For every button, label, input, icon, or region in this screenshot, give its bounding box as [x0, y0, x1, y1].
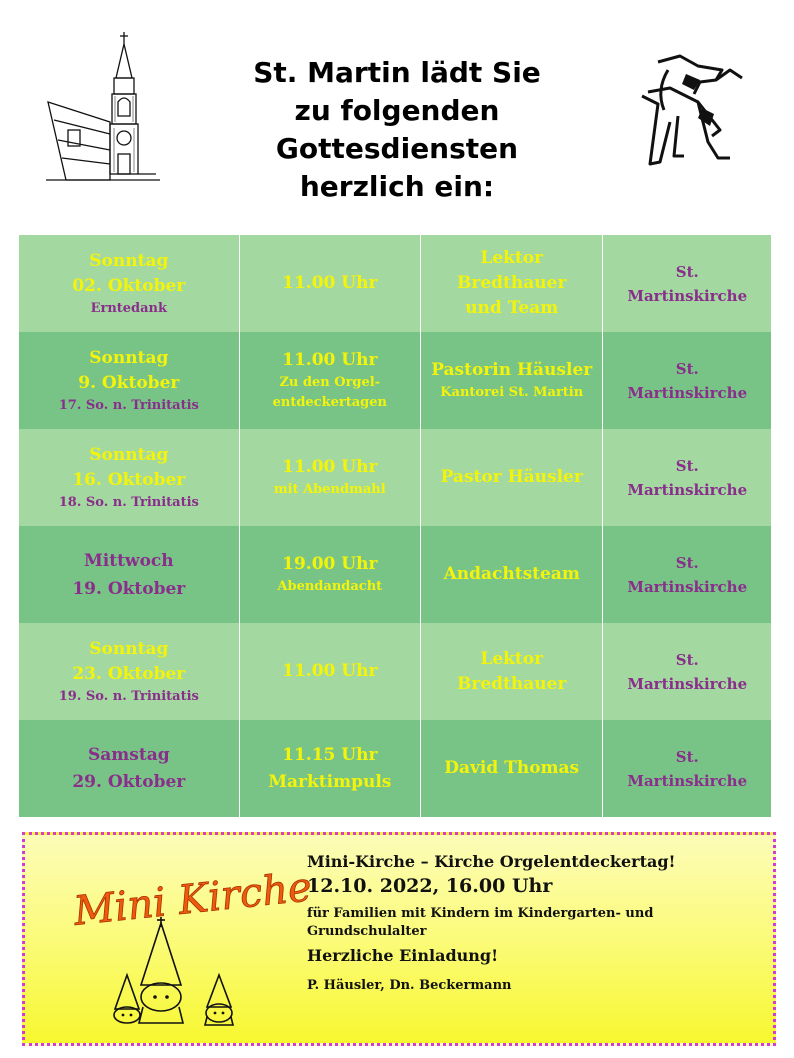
- date: 9. Oktober: [78, 372, 180, 393]
- time-cell: [239, 623, 420, 720]
- date-cell: [19, 429, 239, 526]
- weekday: Mittwoch: [83, 550, 174, 571]
- place: Martinskirche: [627, 383, 748, 402]
- weekday: Sonntag: [89, 347, 169, 368]
- place-cell: [603, 429, 771, 526]
- table-row: [19, 332, 771, 429]
- place: St.: [675, 747, 699, 766]
- table-row: [19, 429, 771, 526]
- table-row: [19, 623, 771, 720]
- time-note: mit Abendmahl: [273, 482, 386, 497]
- mini-kirche-box: [22, 832, 776, 1046]
- service-schedule-table: [19, 235, 771, 817]
- weekday: Sonntag: [89, 250, 169, 271]
- time-note: Abendandacht: [277, 579, 383, 594]
- logo-text: Mini Kirche: [71, 864, 314, 935]
- place-cell: [603, 526, 771, 623]
- leader: Andachtsteam: [443, 564, 580, 584]
- place-cell: [603, 332, 771, 429]
- leader-cell: [420, 429, 603, 526]
- time: 19.00 Uhr: [282, 554, 378, 574]
- leader-cell: [420, 623, 603, 720]
- date-cell: [19, 720, 239, 817]
- leader: Lektor: [480, 648, 544, 669]
- date-cell: [19, 332, 239, 429]
- place: Martinskirche: [627, 577, 748, 596]
- place-cell: [603, 623, 771, 720]
- occasion: 17. So. n. Trinitatis: [58, 397, 199, 413]
- title-line: Gottesdiensten: [275, 132, 519, 165]
- place: St.: [675, 456, 699, 475]
- leader: Bredthauer: [457, 273, 567, 293]
- occasion: 18. So. n. Trinitatis: [58, 494, 199, 510]
- weekday: Samstag: [87, 744, 170, 765]
- time: 11.00 Uhr: [282, 350, 378, 370]
- mini-datetime: 12.10. 2022, 16.00 Uhr: [307, 875, 553, 897]
- weekday: Sonntag: [89, 444, 169, 465]
- place-cell: [603, 720, 771, 817]
- leader: Lektor: [480, 248, 544, 268]
- place: Martinskirche: [627, 286, 748, 305]
- header: [0, 0, 794, 225]
- time-cell: [239, 429, 420, 526]
- table-row: [19, 526, 771, 623]
- mini-invitation: Herzliche Einladung!: [307, 946, 499, 965]
- date-cell: [19, 623, 239, 720]
- st-martin-rider-illustration: [628, 52, 746, 170]
- date: 19. Oktober: [72, 578, 186, 599]
- date: 16. Oktober: [72, 469, 186, 490]
- time: 11.00 Uhr: [282, 661, 378, 681]
- leader: Pastorin Häusler: [431, 360, 593, 380]
- leader-cell: [420, 332, 603, 429]
- table-row: [19, 235, 771, 332]
- time-note: entdeckertagen: [272, 395, 387, 410]
- mini-headline: Mini-Kirche – Kirche Orgelentdeckertag!: [307, 852, 676, 871]
- mini-kirche-logo: [69, 857, 314, 1027]
- leader: David Thomas: [444, 758, 580, 778]
- occasion: Erntedank: [90, 300, 168, 316]
- mini-audience: für Familien mit Kindern im Kindergarten- und Grundschulalter: [307, 906, 654, 939]
- place: Martinskirche: [627, 674, 748, 693]
- leader: und Team: [465, 298, 559, 318]
- date: 23. Oktober: [72, 663, 186, 684]
- leader: Pastor Häusler: [440, 467, 583, 487]
- place: St.: [675, 650, 699, 669]
- leader: Bredthauer: [457, 673, 567, 694]
- place-cell: [603, 235, 771, 332]
- date: 02. Oktober: [72, 275, 186, 296]
- date-cell: [19, 235, 239, 332]
- place: Martinskirche: [627, 480, 748, 499]
- place: St.: [675, 553, 699, 572]
- place: Martinskirche: [627, 771, 748, 790]
- page-title: [232, 54, 562, 206]
- church-tower-illustration: [44, 30, 164, 186]
- mini-kirche-text: [307, 851, 747, 995]
- date: 29. Oktober: [72, 771, 186, 792]
- time-cell: [239, 235, 420, 332]
- title-line: St. Martin lädt Sie: [253, 56, 541, 89]
- time: 11.15 Uhr: [282, 744, 378, 765]
- leader-cell: [420, 720, 603, 817]
- leader-note: Kantorei St. Martin: [440, 385, 584, 400]
- weekday: Sonntag: [89, 638, 169, 659]
- title-line: zu folgenden: [294, 94, 500, 127]
- time-cell: [239, 720, 420, 817]
- place: St.: [675, 359, 699, 378]
- place: St.: [675, 262, 699, 281]
- mini-signers: P. Häusler, Dn. Beckermann: [307, 978, 512, 993]
- time-cell: [239, 526, 420, 623]
- time-note: Marktimpuls: [268, 771, 392, 792]
- table-row: [19, 720, 771, 817]
- occasion: 19. So. n. Trinitatis: [58, 688, 199, 704]
- time: 11.00 Uhr: [282, 457, 378, 477]
- leader-cell: [420, 526, 603, 623]
- leader-cell: [420, 235, 603, 332]
- date-cell: [19, 526, 239, 623]
- time-note: Zu den Orgel-: [279, 375, 381, 390]
- time: 11.00 Uhr: [282, 273, 378, 293]
- title-line: herzlich ein:: [299, 170, 495, 203]
- time-cell: [239, 332, 420, 429]
